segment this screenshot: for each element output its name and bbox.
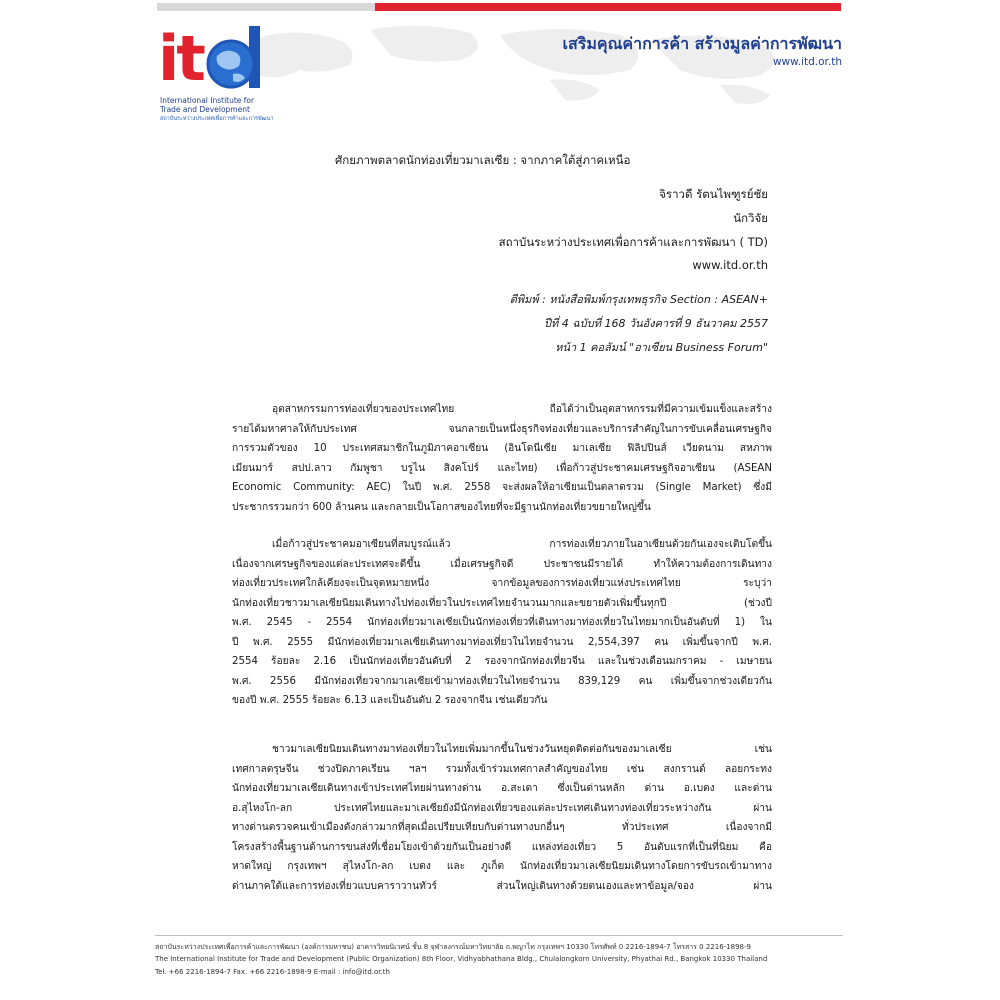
paragraph-line: อ.สุไหงโก-ลก ประเทศไทยและมาเลเซียยังมีนักท่องเที่ยวของแต่ละประเทศเดินทางท่องเที่ยวระหว่างกัน ผ่าน bbox=[232, 802, 772, 814]
footer-contact: Tel. +66 2216-1894-7 Fax. +66 2216-1898-9 E-mail : info@itd.or.th bbox=[155, 968, 390, 976]
paragraph-line: นักท่องเที่ยวมาเลเซียเดินทางเข้าประเทศไทยผ่านทางด่าน อ.สะเดา ซึ่งเป็นด่านหลัก ด่าน อ.เบตง และด่าน bbox=[232, 783, 772, 794]
paragraph-line: การรวมตัวของ 10 ประเทศสมาชิกในภูมิภาคอาเซียน (อินโดนีเซีย มาเลเซีย ฟิลิปปินส์ เวียดนาม สหภาพ bbox=[232, 443, 772, 454]
top-bar-gray-segment bbox=[157, 3, 375, 11]
header-slogan: เสริมคุณค่าการค้า สร้างมูลค่าการพัฒนา bbox=[562, 34, 842, 53]
logo-tagline-line-1: International Institute for bbox=[160, 96, 255, 105]
footer-address-english: The International Institute for Trade and Development (Public Organization) 8th Floor, Vidhyabhathana Bldg., Chulalongkorn University, Phyathai Rd., Bangkok 10330 Thailand bbox=[155, 955, 768, 963]
paragraph-line: โครงสร้างพื้นฐานด้านการขนส่งที่เชื่อมโยงเข้าด้วยกันเป็นอย่างดี แหล่งท่องเที่ยว 5 อันดับแรกที่เป็นที่นิยม คือ bbox=[232, 841, 772, 853]
top-bar-red-segment bbox=[375, 3, 841, 11]
publication-line-2: ปีที่ 4 ฉบับที่ 168 วันอังคารที่ 9 ธันวาคม 2557 bbox=[544, 317, 768, 330]
logo-wordmark bbox=[158, 22, 263, 95]
body-paragraph-3 bbox=[232, 740, 772, 896]
paragraph-line: ด่านภาคใต้และการท่องเที่ยวแบบคาราวานทัวร์ ส่วนใหญ่เดินทางด้วยตนเองและหาข้อมูล/จอง ผ่าน bbox=[232, 880, 772, 892]
world-map-watermark bbox=[220, 15, 820, 110]
paragraph-line: ท่องเที่ยวประเทศใกล้เคียงจะเป็นจุดหมายหนึ่ง จากข้อมูลของการท่องเที่ยวแห่งประเทศไทย ระบุว่า bbox=[232, 578, 772, 589]
paragraph-line: เทศกาลตรุษจีน ช่วงปิดภาคเรียน ฯลฯ รวมทั้งเข้าร่วมเทศกาลสำคัญของไทย เช่น สงกรานต์ ลอยกระทง bbox=[232, 763, 772, 775]
logo-letter-i: i bbox=[158, 22, 177, 95]
author-organization: สถาบันระหว่างประเทศเพื่อการค้าและการพัฒนา ( TD) bbox=[498, 235, 768, 249]
paragraph-line: อุตสาหกรรมการท่องเที่ยวของประเทศไทย ถือได้ว่าเป็นอุตสาหกรรมที่มีความเข้มแข็งและสร้าง bbox=[272, 404, 772, 415]
publication-line-1: ตีพิมพ์ : หนังสือพิมพ์กรุงเทพธุรกิจ Section : ASEAN+ bbox=[509, 293, 768, 306]
publication-line-3: หน้า 1 คอลัมน์ "อาเซียน Business Forum" bbox=[555, 341, 768, 354]
paragraph-line: เมื่อก้าวสู่ประชาคมอาเซียนที่สมบูรณ์แล้ว การท่องเที่ยวภายในอาเซียนด้วยกันเองจะเติบโตขึ้น bbox=[272, 539, 772, 550]
paragraph-line: เนื่องจากเศรษฐกิจของแต่ละประเทศจะดีขึ้น เมื่อเศรษฐกิจดี ประชาชนมีรายได้ ทำให้ความต้องการเดินทาง bbox=[232, 558, 772, 570]
paragraph-line: พ.ศ. 2545 - 2554 นักท่องเที่ยวมาเลเซียเป็นนักท่องเที่ยวที่เดินทางมาท่องเที่ยวในไทยมากเป็นอันดับที่ 1) ใน bbox=[232, 617, 772, 628]
logo-letter-t: t bbox=[176, 22, 203, 95]
header-website-link[interactable]: www.itd.or.th bbox=[772, 56, 842, 68]
author-website-link[interactable]: www.itd.or.th bbox=[692, 258, 768, 272]
paragraph-line: ประชากรรวมกว่า 600 ล้านคน และกลายเป็นโอกาสของไทยที่จะมีฐานนักท่องเที่ยวขยายใหญ่ขึ้น bbox=[232, 501, 651, 513]
paragraph-line: ของปี พ.ศ. 2555 ร้อยละ 6.13 และเป็นอันดับ 2 รองจากจีน เช่นเดียวกัน bbox=[232, 695, 548, 706]
author-name: จิราวดี รัตนไพฑูรย์ชัย bbox=[659, 187, 768, 201]
top-color-bar bbox=[157, 3, 841, 11]
document-title: ศักยภาพตลาดนักท่องเที่ยวมาเลเซีย : จากภาคใต้สู่ภาคเหนือ bbox=[335, 153, 631, 167]
paragraph-line: รายได้มหาศาลให้กับประเทศ จนกลายเป็นหนึ่งธุรกิจท่องเที่ยวและบริการสำคัญในการขับเคลื่อนเศรษฐกิจ bbox=[232, 423, 772, 435]
itd-logo bbox=[158, 22, 278, 122]
paragraph-line: หาดใหญ่ กรุงเทพฯ สุไหงโก-ลก เบตง และ ภูเก็ต นักท่องเที่ยวมาเลเซียนิยมเดินทางโดยการขับรถเข้ามาทาง bbox=[232, 861, 772, 872]
paragraph-line: 2554 ร้อยละ 2.16 เป็นนักท่องเที่ยวอันดับที่ 2 รองจากนักท่องเที่ยวจีน และในช่วงเดือนมกราคม - เมษายน bbox=[232, 656, 772, 667]
paragraph-line: พ.ศ. 2556 มีนักท่องเที่ยวจากมาเลเซียเข้ามาท่องเที่ยวในไทยจำนวน 839,129 คน เพิ่มขึ้นจากช่วงเดียวกัน bbox=[232, 675, 772, 687]
logo-tagline-thai: สถาบันระหว่างประเทศเพื่อการค้าและการพัฒนา bbox=[160, 116, 274, 122]
author-role: นักวิจัย bbox=[733, 211, 768, 225]
body-paragraph-1 bbox=[232, 400, 772, 517]
globe-icon bbox=[205, 26, 263, 90]
paragraph-line: ปี พ.ศ. 2555 มีนักท่องเที่ยวมาเลเซียเดินทางมาท่องเที่ยวในไทยจำนวน 2,554,397 คน เพิ่มขึ้นจากปี พ.ศ. bbox=[232, 636, 772, 648]
paragraph-line: นักท่องเที่ยวชาวมาเลเซียนิยมเดินทางไปท่องเที่ยวในประเทศไทยจำนวนมากและขยายตัวเพิ่มขึ้นทุกปี (ช่วงปี bbox=[232, 597, 772, 609]
body-paragraph-2 bbox=[232, 535, 772, 711]
paragraph-line: เมียนมาร์ สปป.ลาว กัมพูชา บรูไน สิงคโปร์ และไทย) เพื่อก้าวสู่ประชาคมเศรษฐกิจอาเซียน (ASEAN bbox=[232, 462, 772, 474]
logo-letter-d-globe bbox=[205, 26, 263, 90]
paragraph-line: ทางด่านตรวจคนเข้าเมืองดังกล่าวมากที่สุดเมื่อเปรียบเทียบกับด่านทางบกอื่นๆ ทั่วประเทศ เนื่องจากมี bbox=[232, 822, 772, 833]
footer-address-thai: สถาบันระหว่างประเทศเพื่อการค้าและการพัฒนา (องค์การมหาชน) อาคารวิทยนิเวศน์ ชั้น 8 จุฬาลงกรณ์มหาวิทยาลัย ถ.พญาไท กรุงเทพฯ 10330 โทรศัพท์ 0 2216-1894-7 โทรสาร 0 2216-1898-9 bbox=[155, 943, 751, 951]
footer-divider bbox=[155, 935, 843, 936]
paragraph-line: Economic Community: AEC) ในปี พ.ศ. 2558 จะส่งผลให้อาเซียนเป็นตลาดรวม (Single Market) ซึ่งมี bbox=[232, 482, 772, 493]
paragraph-line: ชาวมาเลเซียนิยมเดินทางมาท่องเที่ยวในไทยเพิ่มมากขึ้นในช่วงวันหยุดติดต่อกันของมาเลเซีย เช่น bbox=[272, 744, 772, 755]
logo-tagline-line-2: Trade and Development bbox=[160, 105, 250, 114]
